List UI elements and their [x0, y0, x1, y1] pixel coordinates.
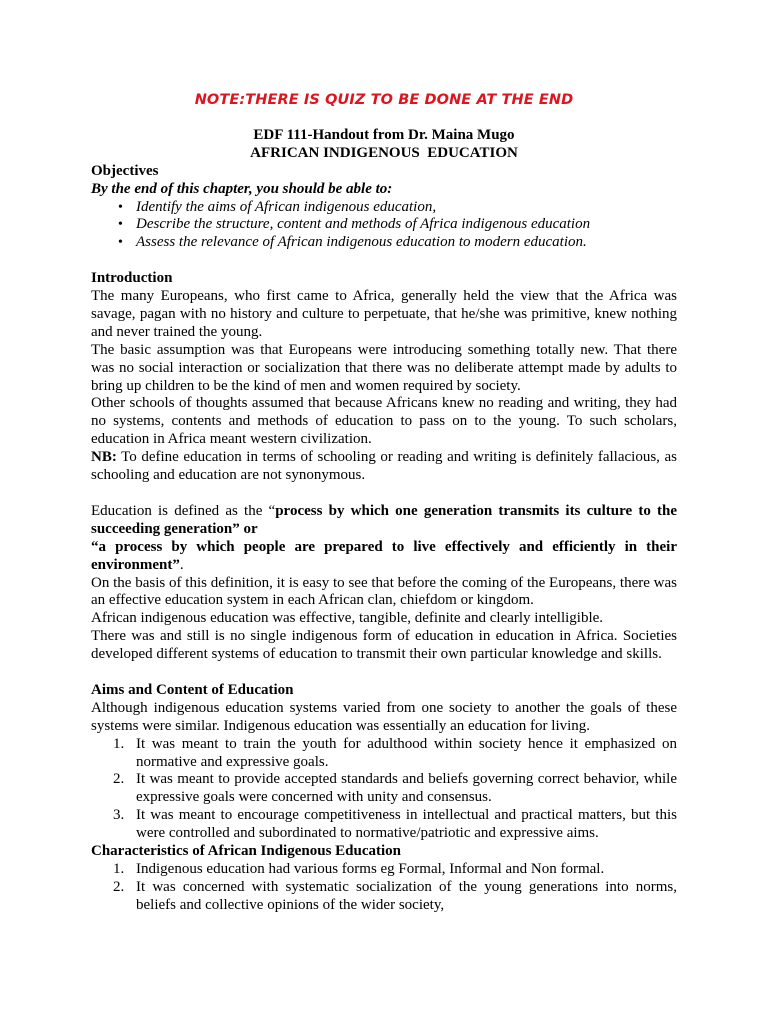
introduction-heading: Introduction [91, 270, 173, 287]
handout-title: EDF 111-Handout from Dr. Maina Mugo [253, 126, 515, 143]
item-text: It was meant to provide accepted standards and beliefs governing correct behavior, while expressive goals were concerned with unity and consensus. [136, 771, 677, 806]
aims-heading: Aims and Content of Education [91, 681, 294, 698]
intro-paragraph: The many Europeans, who first came to Africa, generally held the view that the Africa was savage, pagan with no history and culture to perpetuate, that he/she was primitive, knew nothing and never trained the young. [91, 288, 677, 340]
characteristics-list [91, 861, 677, 915]
bullet-icon: • [118, 217, 123, 233]
list-item [113, 736, 677, 772]
item-number: 3. [113, 807, 125, 824]
item-number: 2. [113, 878, 125, 895]
characteristics-heading: Characteristics of African Indigenous Education [91, 843, 402, 860]
spacer [91, 485, 677, 503]
item-number: 1. [113, 735, 125, 752]
item-number: 1. [113, 861, 125, 878]
spacer [91, 252, 677, 270]
bullet-icon: • [118, 235, 123, 251]
item-text: Indigenous education had various forms eg Formal, Informal and Non formal. [136, 861, 605, 878]
objectives-list [91, 199, 677, 253]
item-text: It was meant to train the youth for adulthood within society hence it emphasized on normative and expressive goals. [136, 735, 677, 770]
objective-text: Identify the aims of African indigenous education, [136, 198, 437, 215]
objectives-lead: By the end of this chapter, you should be able to: [91, 180, 393, 197]
definition-lead: Education is defined as the “ [91, 502, 276, 519]
spacer [91, 664, 677, 682]
list-item [113, 861, 677, 879]
list-item [113, 879, 677, 915]
aims-intro: Although indigenous education systems varied from one society to another the goals of these systems were similar. Indigenous education was essentially an education for living. [91, 699, 677, 734]
definition-bold-2: “a process by which people are prepared to live effectively and efficiently in their environment” [91, 538, 677, 573]
list-item [113, 807, 677, 843]
item-text: It was meant to encourage competitiveness in intellectual and practical matters, but this were controlled and subordinated to normative/patriotic and expressive aims. [136, 807, 677, 842]
intro-paragraph: Other schools of thoughts assumed that because Africans knew no reading and writing, they had no systems, contents and methods of education to pass on to the young. To such scholars, education in Africa meant western civilization. [91, 395, 677, 448]
item-text: It was concerned with systematic socialization of the young generations into norms, beliefs and collective opinions of the wider society, [136, 878, 677, 913]
definition-paragraph-2 [91, 539, 677, 575]
aims-list [91, 736, 677, 843]
objective-text: Assess the relevance of African indigenous education to modern education. [136, 234, 587, 251]
definition-followup: There was and still is no single indigenous form of education in education in Africa. Societies developed different systems of education to transmit their own particular knowledge and skills. [91, 628, 677, 663]
definition-followup: African indigenous education was effective, tangible, definite and clearly intelligible. [91, 610, 604, 627]
definition-bold-1: process by which one generation transmits its culture to the succeeding generation” or [91, 502, 677, 537]
list-item [118, 216, 677, 234]
definition-followup: On the basis of this definition, it is easy to see that before the coming of the Europeans, there was an effective education system in each African clan, chiefdom or kingdom. [91, 574, 677, 609]
intro-paragraph: The basic assumption was that Europeans were introducing something totally new. That there was no social interaction or socialization that there was no deliberate attempt made by adults to bring up children to be the kind of men and women required by society. [91, 341, 677, 394]
nb-label: NB: [91, 449, 117, 466]
bullet-icon: • [118, 199, 123, 215]
objectives-heading: Objectives [91, 162, 159, 179]
objective-text: Describe the structure, content and methods of Africa indigenous education [136, 216, 591, 233]
nb-text: To define education in terms of schooling or reading and writing is definitely fallacious, as schooling and education are not synonymous. [91, 449, 677, 484]
list-item [118, 199, 677, 217]
quiz-note: NOTE:THERE IS QUIZ TO BE DONE AT THE END [194, 92, 574, 108]
nb-paragraph [91, 449, 677, 485]
list-item [113, 771, 677, 807]
document-body [91, 92, 677, 915]
document-title: AFRICAN INDIGENOUS EDUCATION [250, 144, 518, 161]
item-number: 2. [113, 771, 125, 788]
definition-end: . [179, 556, 184, 573]
definition-paragraph [91, 503, 677, 539]
list-item [118, 234, 677, 252]
